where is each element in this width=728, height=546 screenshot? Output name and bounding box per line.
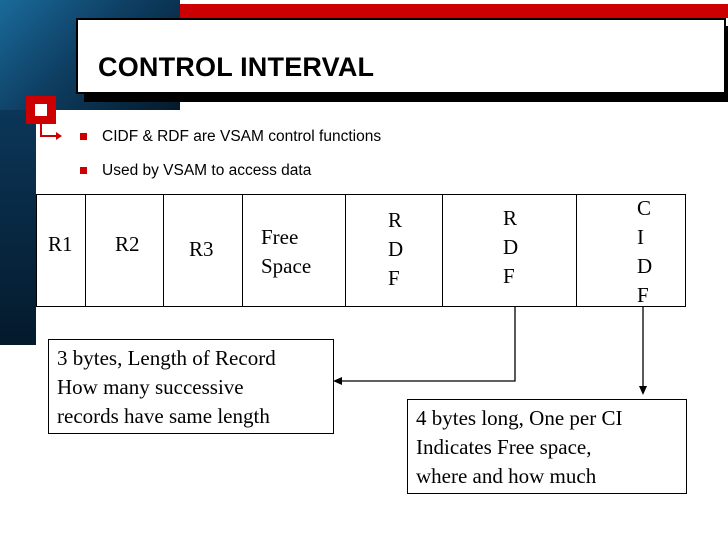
cidf-note-line: where and how much xyxy=(416,464,597,488)
cidf-note-box xyxy=(407,399,687,494)
field-label-rdf-1: R D F xyxy=(388,208,404,290)
bullet-text-1: CIDF & RDF are VSAM control functions xyxy=(102,128,382,145)
cidf-note-line: 4 bytes long, One per CI xyxy=(416,406,623,430)
rdf-note-line: records have same length xyxy=(57,404,270,428)
rdf-connector xyxy=(342,307,515,381)
arrowhead-left-icon xyxy=(333,377,342,385)
cidf-note-line: Indicates Free space, xyxy=(416,435,592,459)
rdf-note-line: 3 bytes, Length of Record xyxy=(57,346,276,370)
page-title: CONTROL INTERVAL xyxy=(98,52,375,82)
rdf-note-line: How many successive xyxy=(57,375,244,399)
field-label-r3: R3 xyxy=(189,237,214,261)
field-label-r2: R2 xyxy=(115,232,140,256)
rdf-note-box xyxy=(48,339,334,434)
field-label-free-space: Free Space xyxy=(261,225,312,278)
field-label-r1: R1 xyxy=(48,232,73,256)
field-label-rdf-2: R D F xyxy=(503,206,519,288)
arrowhead-down-icon xyxy=(639,386,647,395)
bullet-text-2: Used by VSAM to access data xyxy=(102,162,312,179)
field-label-cidf: C I D F xyxy=(637,196,653,307)
